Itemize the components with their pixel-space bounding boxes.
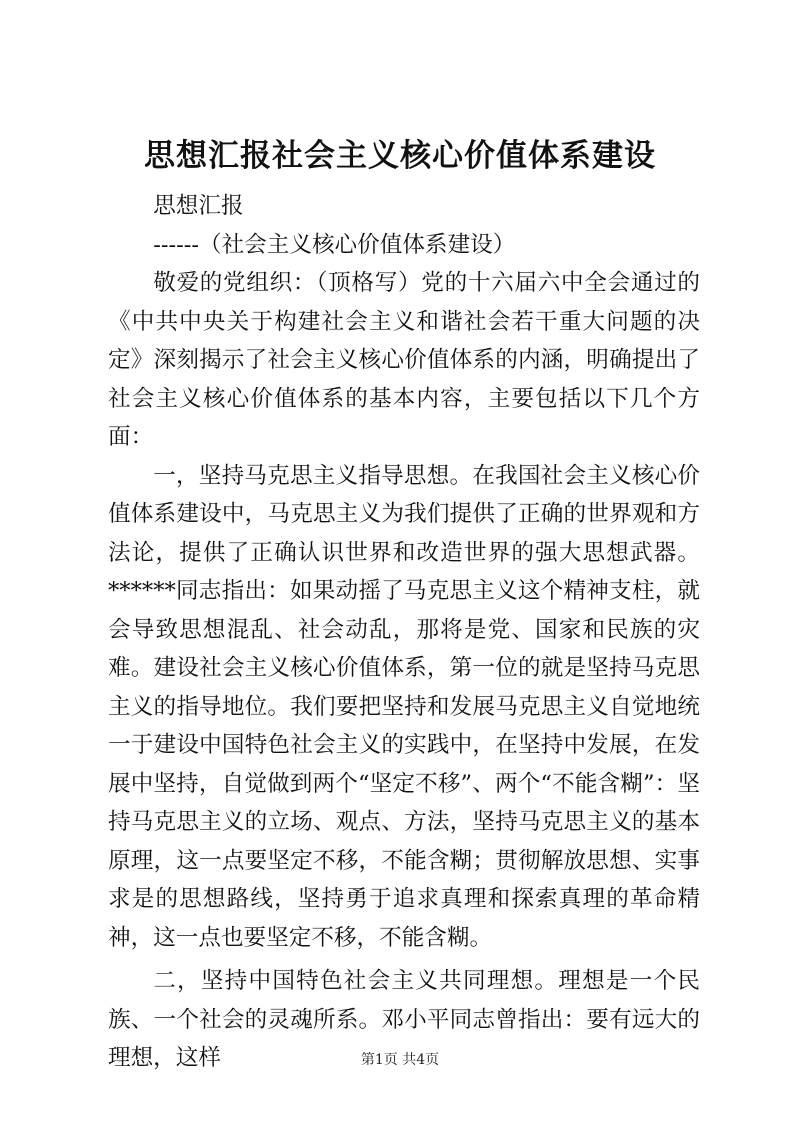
paragraph-point-one: 一，坚持马克思主义指导思想。在我国社会主义核心价值体系建设中，马克思主义为我们提供了正确的世界观和方法论，提供了正确认识世界和改造世界的强大思想武器。******同志指出：如果动摇了马克思主义这个精神支柱，就会导致思想混乱、社会动乱，那将是党、国家和民族的灾难。建设社会主义核心价值体系，第一位的就是坚持马克思主义的指导地位。我们要把坚持和发展马克思主义自觉地统一于建设中国特色社会主义的实践中，在坚持中发展，在发展中坚持，自觉做到两个“坚定不移”、两个“不能含糊”：坚持马克思主义的立场、观点、方法，坚持马克思主义的基本原理，这一点要坚定不移，不能含糊；贯彻解放思想、实事求是的思想路线，坚持勇于追求真理和探索真理的革命精神，这一点也要坚定不移，不能含糊。 bbox=[108, 462, 700, 951]
document-title: 思想汇报社会主义核心价值体系建设 bbox=[144, 138, 656, 174]
paragraph-heading: 思想汇报 bbox=[153, 193, 244, 219]
paragraph-salutation: 敬爱的党组织：（顶格写）党的十六届六中全会通过的《中共中央关于构建社会主义和谐社会若干重大问题的决定》深刻揭示了社会主义核心价值体系的内涵，明确提出了社会主义核心价值体系的基本内容，主要包括以下几个方面： bbox=[108, 270, 700, 450]
page-number: 第1页 共4页 bbox=[360, 1052, 440, 1068]
paragraph-point-two: 二，坚持中国特色社会主义共同理想。理想是一个民族、一个社会的灵魂所系。邓小平同志曾指出：要有远大的理想，这样 bbox=[108, 968, 700, 1071]
document-body bbox=[108, 187, 700, 1078]
paragraph-subheading: ------（社会主义核心价值体系建设） bbox=[153, 231, 516, 258]
